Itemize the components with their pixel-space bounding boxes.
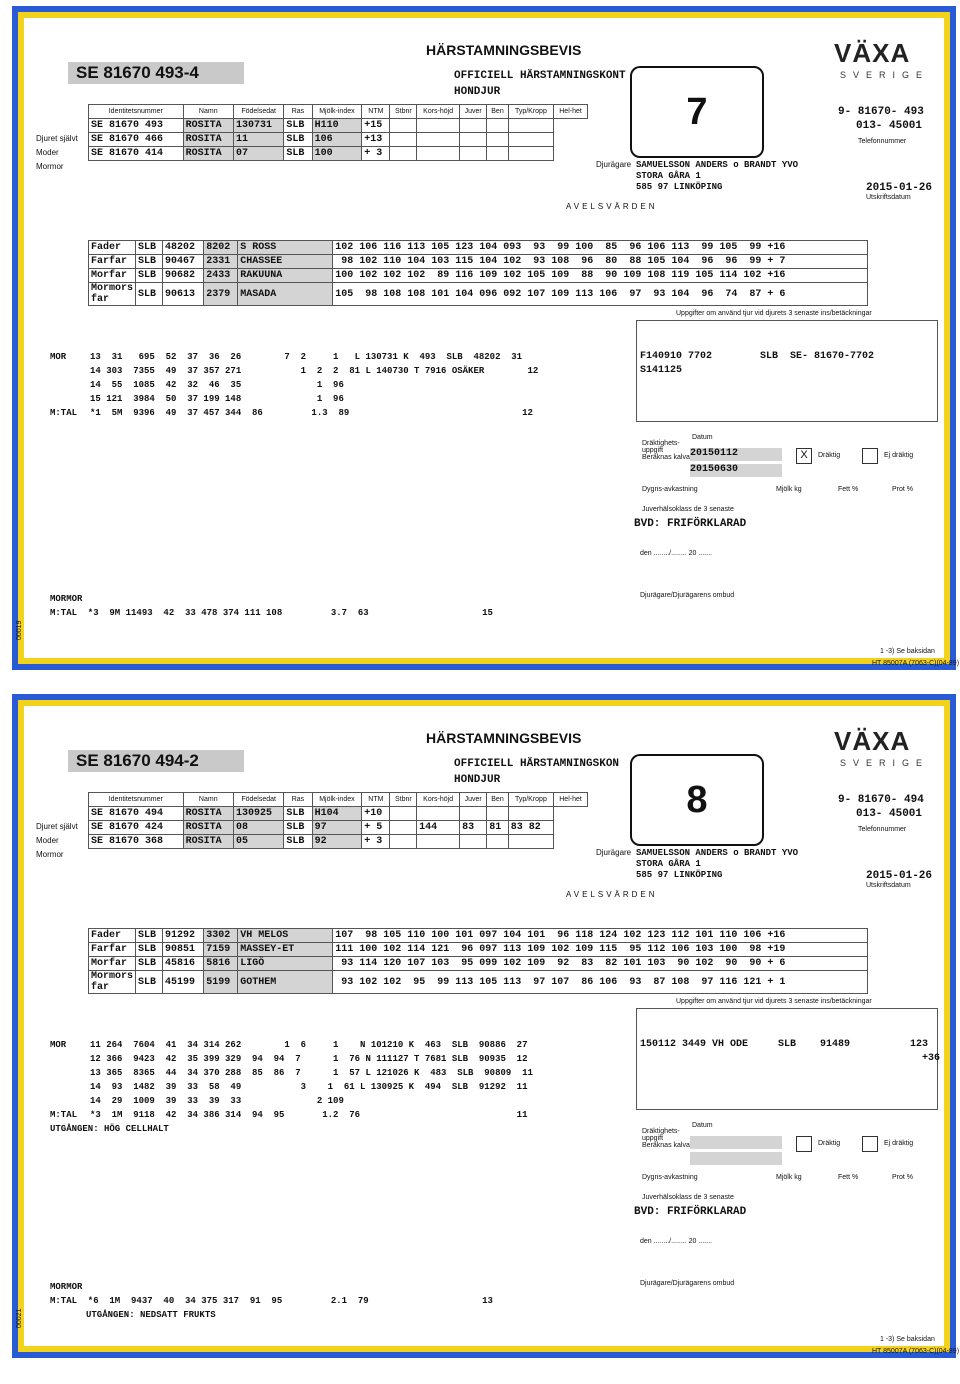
cell-t [508,807,553,821]
owner-address [636,848,798,881]
identity-row [89,133,588,147]
production-values: *3 1M 9118 42 34 386 314 94 95 1.2 76 11 [90,1110,528,1120]
sire-ornnr: 2433 [204,269,238,283]
sire-name: MASADA [238,283,333,306]
cell-birth: 130731 [233,119,283,133]
daily-yield-label: Dygns-avkastning [642,486,698,493]
pregnant-checkbox[interactable]: X [796,448,812,464]
sire-values: 93 114 120 107 103 95 099 102 109 92 83 82 101 103 90 102 90 90 + 6 [333,957,868,971]
cell-name: ROSITA [183,133,233,147]
tel-label: Telefonnummer [858,138,907,145]
cell-name: ROSITA [183,119,233,133]
cell-j [460,835,487,849]
sire-values: 100 102 102 102 89 116 109 102 105 109 88 90 109 108 119 105 114 102 +16 [333,269,868,283]
cell-ntm: + 3 [362,147,390,161]
header-cell: Typ/Kropp [508,793,553,807]
mormor-label: MORMOR [50,1282,83,1292]
cell-stbnr [390,807,417,821]
sire-label: Morfar [89,957,136,971]
sire-row [89,241,868,255]
row-label: Mormor [36,162,64,171]
tel-line-2: 013- 45001 [856,120,923,132]
production-values: 11 264 7604 41 34 314 262 1 6 1 N 101210 K 463 SLB 90886 27 [90,1040,528,1050]
cell-ntm: +10 [362,807,390,821]
header-cell: Mjölk-index [312,793,362,807]
production-row [50,350,538,364]
cell-name: ROSITA [183,835,233,849]
id-cell: SE 81670 466 [89,133,184,147]
cell-ras: SLB [284,835,312,849]
production-values: 13 365 8365 44 34 370 288 85 86 7 1 57 L 121026 K 483 SLB 90809 11 [90,1068,533,1078]
sire-ras: SLB [136,943,163,957]
ins-row: S141125 [640,365,683,376]
fat-label: Fett % [838,486,859,493]
production-values: 14 29 1009 39 33 39 33 2 109 [90,1096,344,1106]
cell-stbnr [390,835,417,849]
cell-name: ROSITA [183,147,233,161]
sire-label: Fader [89,929,136,943]
signature-date-line: den ......../........ 20 ....... [640,1238,712,1245]
owner-line: STORA GÅRA 1 [636,859,701,869]
print-date-label: Utskriftsdatum [866,882,911,889]
sire-label: Farfar [89,943,136,957]
signature-label: Djurägare/Djurägarens ombud [640,1280,735,1287]
cell-t: 83 82 [508,821,553,835]
ins-row: +36 [640,1053,941,1064]
protein-label: Prot % [892,486,914,493]
sire-row [89,283,868,306]
cell-index: 92 [312,835,362,849]
identity-row [89,119,588,133]
header-cell: Namn [183,105,233,119]
fat-label: Fett % [838,1174,859,1181]
edge-code: 00019 [16,620,23,640]
cell-ras: SLB [284,147,312,161]
daily-yield-label: Dygns-avkastning [642,1174,698,1181]
pregnancy-date-1: 20150112 [690,448,782,461]
production-label: M:TAL [50,1110,78,1120]
row-label: Moder [36,836,59,845]
sire-ornnr: 2379 [204,283,238,306]
ins-row: F140910 7702 SLB SE- 81670-7702 [640,351,875,362]
sire-row [89,269,868,283]
document-subtitle-2: HONDJUR [454,86,501,98]
identity-row [89,821,588,835]
cell-j [460,147,487,161]
header-cell: Hel-het [554,105,588,119]
identity-header [89,793,588,807]
header-cell: Typ/Kropp [508,105,553,119]
owner-address [636,160,798,193]
production-values: 14 93 1482 39 33 58 49 3 1 61 L 130925 K 494 SLB 91292 11 [90,1082,528,1092]
cell-b [487,119,508,133]
production-row [50,406,538,420]
id-cell: SE 81670 493 [89,119,184,133]
sire-row [89,943,868,957]
sire-stbnr: 90682 [163,269,204,283]
pregnant-label: Dräktig [818,1140,841,1147]
pregnancy-label: Dräktighets-uppgift Beräknas kalva [642,1128,690,1149]
vaxa-logo-sub: SVERIGE [840,758,930,768]
production-note: UTGÅNGEN: HÖG CELLHALT [50,1124,169,1134]
cell-t [508,147,553,161]
cell-birth: 08 [233,821,283,835]
not-pregnant-checkbox[interactable] [862,448,878,464]
print-date-label: Utskriftsdatum [866,194,911,201]
document-subtitle: OFFICIELL HÄRSTAMNINGSKON [454,758,620,770]
cell-ras: SLB [284,821,312,835]
mormor-label: MORMOR [50,594,83,604]
sire-ornnr: 7159 [204,943,238,957]
registration-number: SE 81670 493-4 [68,62,244,84]
sire-row [89,929,868,943]
cell-t [508,133,553,147]
not-pregnant-label: Ej dräktig [884,1140,914,1147]
sire-values: 102 106 116 113 105 123 104 093 93 99 100 85 96 106 113 99 105 99 +16 [333,241,868,255]
print-date: 2015-01-26 [866,182,933,194]
cell-index: 100 [312,147,362,161]
cell-h [417,147,460,161]
header-cell: Namn [183,793,233,807]
id-cell: SE 81670 414 [89,147,184,161]
identity-table [88,104,588,161]
production-values: 15 121 3984 50 37 199 148 1 96 [90,394,344,404]
production-row [50,1052,533,1066]
cell-h [417,835,460,849]
production-row [50,1108,533,1122]
ins-title: Uppgifter om använd tjur vid djurets 3 senaste ins/betäckningar [676,998,872,1005]
cell-j [460,807,487,821]
cell-b [487,133,508,147]
production-row [50,1080,533,1094]
sire-stbnr: 91292 [163,929,204,943]
sire-ornnr: 8202 [204,241,238,255]
sire-table [88,928,868,994]
ins-rows [640,350,874,378]
tel-line-1: 9- 81670- 493 [838,106,924,118]
sire-row [89,255,868,269]
sire-label: Mormors far [89,971,136,994]
sire-row [89,957,868,971]
sire-name: VH MELOS [238,929,333,943]
sire-ras: SLB [136,241,163,255]
cell-b: 81 [487,821,508,835]
sire-stbnr: 90851 [163,943,204,957]
row-label: Moder [36,148,59,157]
print-date: 2015-01-26 [866,870,933,882]
sire-ras: SLB [136,971,163,994]
header-cell: Födelsedat [233,793,283,807]
form-code: HT 85007A (7063-C)(04-89) [872,1348,960,1355]
sire-label: Mormors far [89,283,136,306]
header-cell: NTM [362,105,390,119]
cell-ntm: + 3 [362,835,390,849]
pregnancy-label: Dräktighets-uppgift Beräknas kalva [642,440,690,461]
cell-t [508,119,553,133]
pregnancy-date-2: 20150630 [690,464,782,477]
ins-row: 150112 3449 VH ODE SLB 91489 123 [640,1039,929,1050]
identity-row [89,147,588,161]
see-back-note: 1 -3) Se baksidan [880,1336,935,1343]
signature-date-line: den ......../........ 20 ....... [640,550,712,557]
cell-stbnr [390,147,417,161]
sire-ras: SLB [136,255,163,269]
cell-h [417,119,460,133]
production-values: 14 303 7355 49 37 357 271 1 2 2 81 L 140730 T 7916 OSÄKER 12 [90,366,539,376]
tel-line-1: 9- 81670- 494 [838,794,924,806]
sire-ornnr: 2331 [204,255,238,269]
identity-row [89,807,588,821]
header-cell: Kors-höjd [417,105,460,119]
sire-ras: SLB [136,269,163,283]
production-values: 13 31 695 52 37 36 26 7 2 1 L 130731 K 493 SLB 48202 31 [90,352,523,362]
protein-label: Prot % [892,1174,914,1181]
sire-values: 93 102 102 95 99 113 105 113 97 107 86 106 93 87 108 97 116 121 + 1 [333,971,868,994]
sire-ras: SLB [136,957,163,971]
certificate-sheet-1 [12,6,960,670]
id-cell: SE 81670 494 [89,807,184,821]
avelsvarden-label: AVELSVÄRDEN [566,202,658,211]
header-cell: Juver [460,793,487,807]
header-cell: Ben [487,105,508,119]
certificate-sheet-2 [12,694,960,1358]
sire-ras: SLB [136,283,163,306]
bvd-status: BVD: FRIFÖRKLARAD [634,518,747,530]
udder-health-label: Juverhälsoklass de 3 senaste [642,506,734,513]
sire-stbnr: 45199 [163,971,204,994]
sire-name: LIGÖ [238,957,333,971]
header-cell: Ben [487,793,508,807]
identity-row [89,835,588,849]
sire-name: RAKUUNA [238,269,333,283]
sire-ornnr: 5199 [204,971,238,994]
identity-row-labels [36,820,78,862]
cell-h [417,133,460,147]
signature-label: Djurägare/Djurägarens ombud [640,592,735,599]
cell-h: 144 [417,821,460,835]
owner-line: 585 97 LINKÖPING [636,870,723,880]
tel-label: Telefonnummer [858,826,907,833]
header-cell: Stbnr [390,793,417,807]
row-label: Djuret självt [36,822,78,831]
owner-line: SAMUELSSON ANDERS o BRANDT YVO [636,848,799,858]
sheet-body [16,708,960,1355]
mormor-note: UTGÅNGEN: NEDSATT FRUKTS [86,1310,216,1320]
cell-index: 97 [312,821,362,835]
header-cell: Identitetsnummer [89,105,184,119]
owner-label: Djurägare [596,848,632,857]
bvd-status: BVD: FRIFÖRKLARAD [634,1206,747,1218]
production-row [50,1038,533,1052]
ins-title: Uppgifter om använd tjur vid djurets 3 senaste ins/betäckningar [676,310,872,317]
vaxa-logo-sub: SVERIGE [840,70,930,80]
cell-name: ROSITA [183,807,233,821]
form-code: HT 85007A (7063-C)(04-89) [872,660,960,667]
cell-ntm: +13 [362,133,390,147]
sire-row [89,971,868,994]
cell-birth: 11 [233,133,283,147]
pregnant-label: Dräktig [818,452,841,459]
pregnancy-date-label: Datum [692,1122,713,1129]
cell-b [487,835,508,849]
header-cell: Födelsedat [233,105,283,119]
cell-b [487,807,508,821]
sire-ornnr: 3302 [204,929,238,943]
sire-name: S ROSS [238,241,333,255]
header-cell: Stbnr [390,105,417,119]
header-cell: NTM [362,793,390,807]
cell-index: 106 [312,133,362,147]
cell-ras: SLB [284,807,312,821]
cell-stbnr [390,821,417,835]
document-subtitle: OFFICIELL HÄRSTAMNINGSKONT [454,70,626,82]
cell-j [460,133,487,147]
cell-ras: SLB [284,119,312,133]
header-cell: Kors-höjd [417,793,460,807]
cell-ntm: +15 [362,119,390,133]
sire-label: Fader [89,241,136,255]
document-title: HÄRSTAMNINGSBEVIS [426,42,582,58]
header-cell: Juver [460,105,487,119]
sire-stbnr: 90467 [163,255,204,269]
vaxa-logo: VÄXA [834,38,911,68]
production-row [50,392,538,406]
owner-line: SAMUELSSON ANDERS o BRANDT YVO [636,160,799,170]
cell-birth: 07 [233,147,283,161]
sire-label: Farfar [89,255,136,269]
milk-kg-label: Mjölk kg [776,1174,802,1181]
owner-line: 585 97 LINKÖPING [636,182,723,192]
sire-stbnr: 48202 [163,241,204,255]
row-label: Djuret självt [36,134,78,143]
milk-kg-label: Mjölk kg [776,486,802,493]
document-title: HÄRSTAMNINGSBEVIS [426,730,582,746]
header-cell: Hel-het [554,793,588,807]
cell-birth: 05 [233,835,283,849]
cell-h [417,807,460,821]
not-pregnant-label: Ej dräktig [884,452,914,459]
page-number-badge: 7 [630,66,764,158]
cell-name: ROSITA [183,821,233,835]
production-row [50,1066,533,1080]
sire-values: 98 102 110 104 103 115 104 102 93 108 96 80 88 105 104 96 96 99 + 7 [333,255,868,269]
ins-rows [640,1038,940,1066]
sire-stbnr: 45816 [163,957,204,971]
cell-b [487,147,508,161]
identity-table [88,792,588,849]
header-cell: Ras [284,793,312,807]
production-label: MOR [50,1040,67,1050]
registration-number: SE 81670 494-2 [68,750,244,772]
identity-header [89,105,588,119]
sire-name: GOTHEM [238,971,333,994]
id-cell: SE 81670 368 [89,835,184,849]
pregnancy-date-label: Datum [692,434,713,441]
production-values: 12 366 9423 42 35 399 329 94 94 7 1 76 N 111127 T 7681 SLB 90935 12 [90,1054,528,1064]
udder-health-label: Juverhälsoklass de 3 senaste [642,1194,734,1201]
cell-index: H104 [312,807,362,821]
sire-name: CHASSEE [238,255,333,269]
production-row [50,378,538,392]
header-cell: Mjölk-index [312,105,362,119]
edge-code: 00021 [16,1308,23,1328]
cell-ras: SLB [284,133,312,147]
production-values: *1 5M 9396 49 37 457 344 86 1.3 89 12 [90,408,533,418]
see-back-note: 1 -3) Se baksidan [880,648,935,655]
owner-label: Djurägare [596,160,632,169]
document-subtitle-2: HONDJUR [454,774,501,786]
cell-j [460,119,487,133]
page-number-badge: 8 [630,754,764,846]
cell-birth: 130925 [233,807,283,821]
production-block [50,350,538,420]
sire-ornnr: 5816 [204,957,238,971]
row-label: Mormor [36,850,64,859]
mormor-values: M:TAL *3 9M 11493 42 33 478 374 111 108 3.7 63 15 [50,608,493,618]
sire-values: 111 100 102 114 121 96 097 113 109 102 109 115 95 112 106 103 100 98 +19 [333,943,868,957]
pregnancy-date-1 [690,1136,782,1149]
sire-label: Morfar [89,269,136,283]
header-cell: Identitetsnummer [89,793,184,807]
sire-values: 107 98 105 110 100 101 097 104 101 96 118 124 102 123 112 101 110 106 +16 [333,929,868,943]
pregnant-checkbox[interactable] [796,1136,812,1152]
mormor-values: M:TAL *6 1M 9437 40 34 375 317 91 95 2.1 79 13 [50,1296,493,1306]
sire-table [88,240,868,306]
not-pregnant-checkbox[interactable] [862,1136,878,1152]
cell-index: H110 [312,119,362,133]
sire-ras: SLB [136,929,163,943]
identity-row-labels [36,132,78,174]
sire-values: 105 98 108 108 101 104 096 092 107 109 113 106 97 93 104 96 74 87 + 6 [333,283,868,306]
production-values: 14 55 1085 42 32 46 35 1 96 [90,380,344,390]
production-label: MOR [50,352,67,362]
sire-name: MASSEY-ET [238,943,333,957]
sire-stbnr: 90613 [163,283,204,306]
production-label: M:TAL [50,408,78,418]
tel-line-2: 013- 45001 [856,808,923,820]
pregnancy-date-2 [690,1152,782,1165]
vaxa-logo: VÄXA [834,726,911,756]
cell-stbnr [390,133,417,147]
production-row [50,364,538,378]
production-row [50,1094,533,1108]
production-block [50,1038,533,1136]
avelsvarden-label: AVELSVÄRDEN [566,890,658,899]
id-cell: SE 81670 424 [89,821,184,835]
cell-ntm: + 5 [362,821,390,835]
cell-t [508,835,553,849]
cell-j: 83 [460,821,487,835]
owner-line: STORA GÅRA 1 [636,171,701,181]
cell-stbnr [390,119,417,133]
sheet-body [16,20,960,667]
header-cell: Ras [284,105,312,119]
